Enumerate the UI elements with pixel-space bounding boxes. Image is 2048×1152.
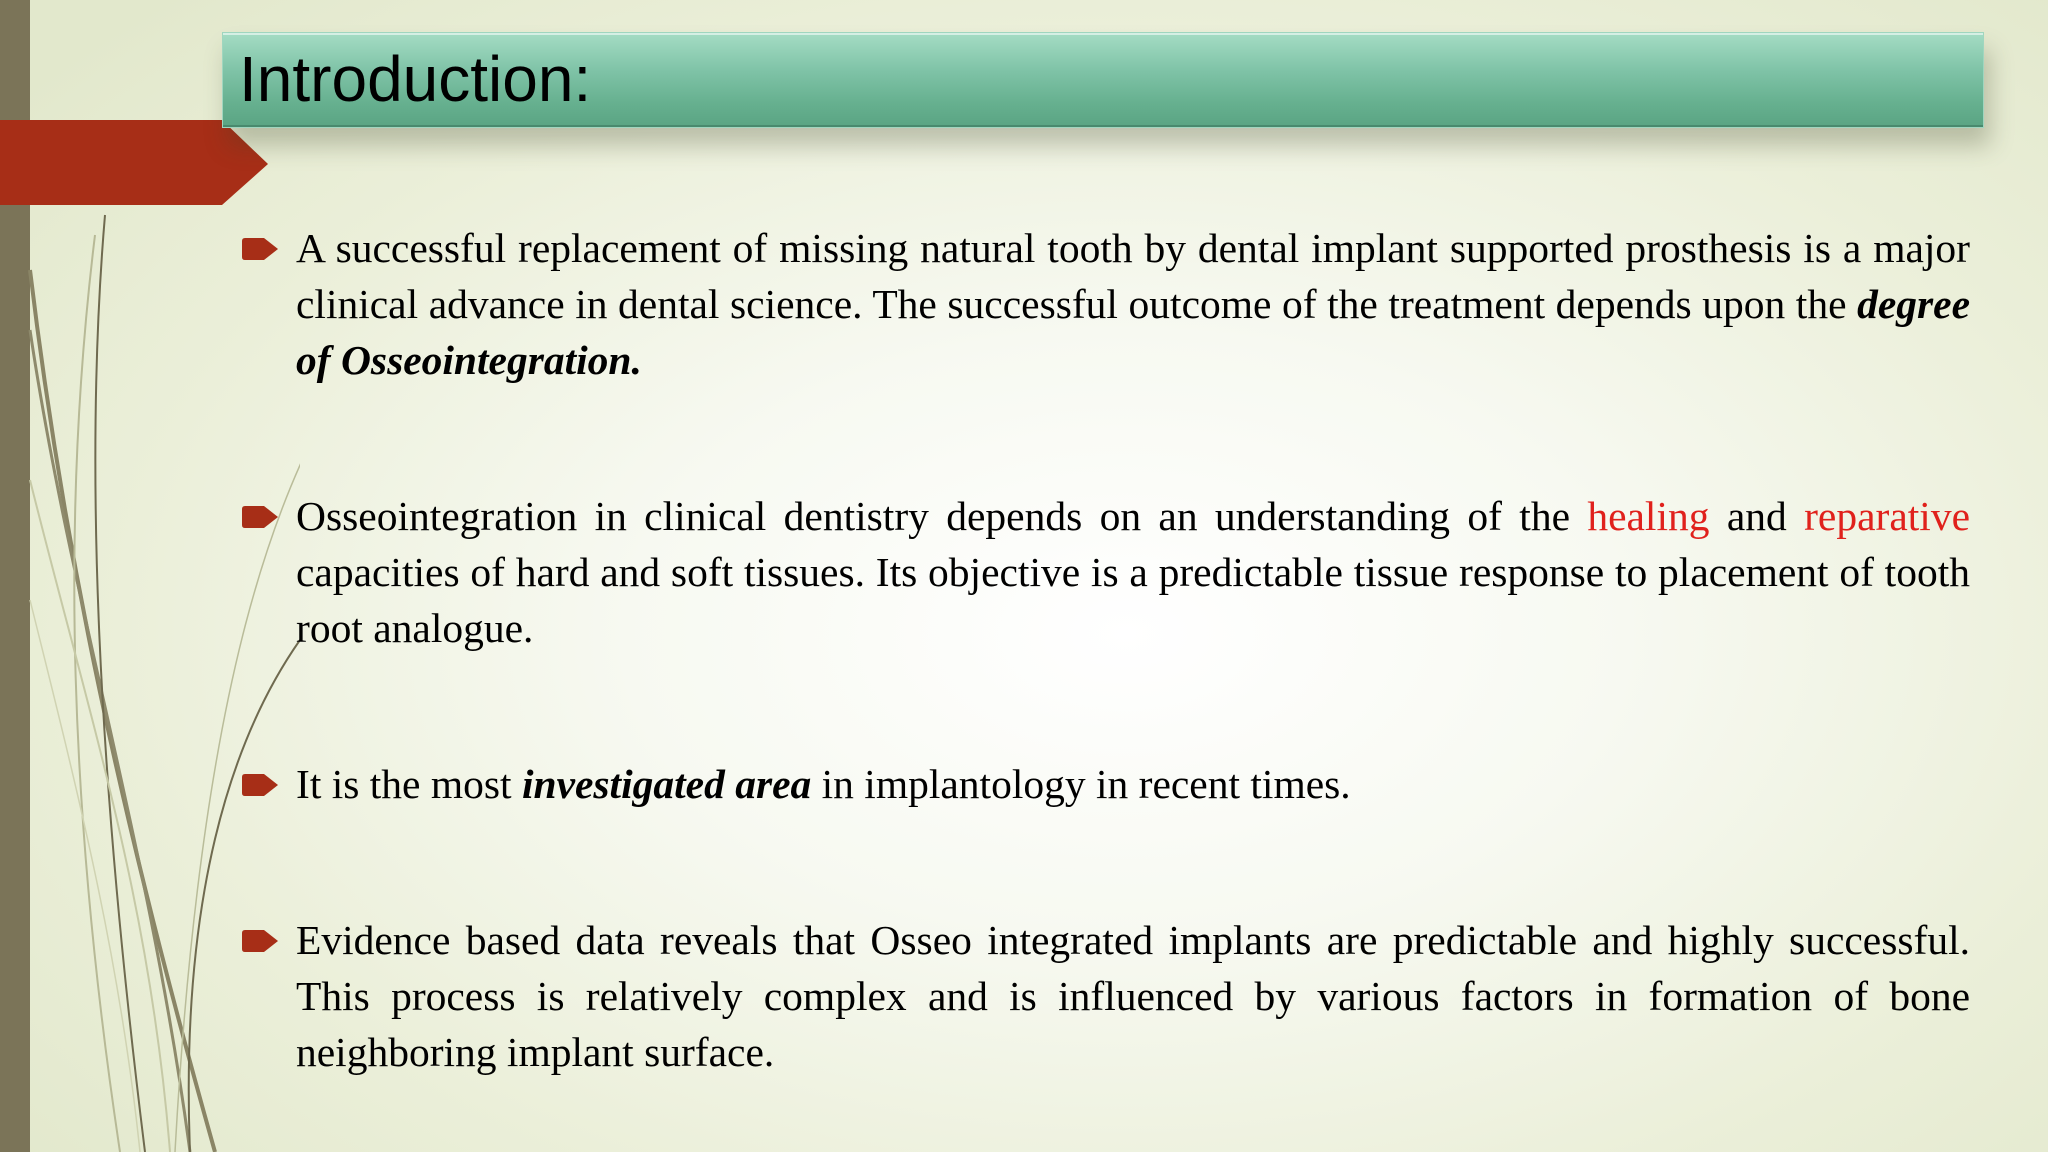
bullet-item [238, 912, 1970, 1080]
curve-line [30, 600, 140, 1152]
bullet-text: A successful replacement of missing natural tooth by dental implant supported prosthesis is a major clinical advance in dental science. The successful outcome of the treatment depends upon the [296, 225, 1970, 327]
highlight-text: reparative [1804, 493, 1970, 539]
bullet-text: in implantology in recent times. [811, 761, 1351, 807]
curve-line [30, 480, 170, 1152]
slide-title: Introduction: [239, 43, 592, 115]
bullet-text: Osseointegration in clinical dentistry depends on an understanding of the [296, 493, 1588, 539]
title-banner [222, 32, 1984, 128]
curve-line [95, 215, 145, 1152]
bullet-list [238, 220, 1970, 1080]
arrow-bullet-icon [242, 930, 278, 952]
bullet-text: It is the most [296, 761, 522, 807]
arrow-bullet-icon [242, 506, 278, 528]
bullet-text: Evidence based data reveals that Osseo integrated implants are predictable and highly successful. This process is relatively complex and is influenced by various factors in formation of bone neighboring implant surface. [296, 917, 1970, 1075]
bullet-item [238, 220, 1970, 388]
emphasis-text: degree of Osseointegration. [296, 281, 1970, 383]
bullet-item [238, 756, 1970, 812]
highlight-text: healing [1587, 493, 1710, 539]
emphasis-text: investigated area [521, 761, 812, 807]
bullet-item [238, 488, 1970, 656]
bullet-text: and [1709, 493, 1805, 539]
arrow-bullet-icon [242, 238, 278, 260]
bullet-text: capacities of hard and soft tissues. Its objective is a predictable tissue response to placement of tooth root analogue. [296, 549, 1970, 651]
arrow-bullet-icon [242, 774, 278, 796]
